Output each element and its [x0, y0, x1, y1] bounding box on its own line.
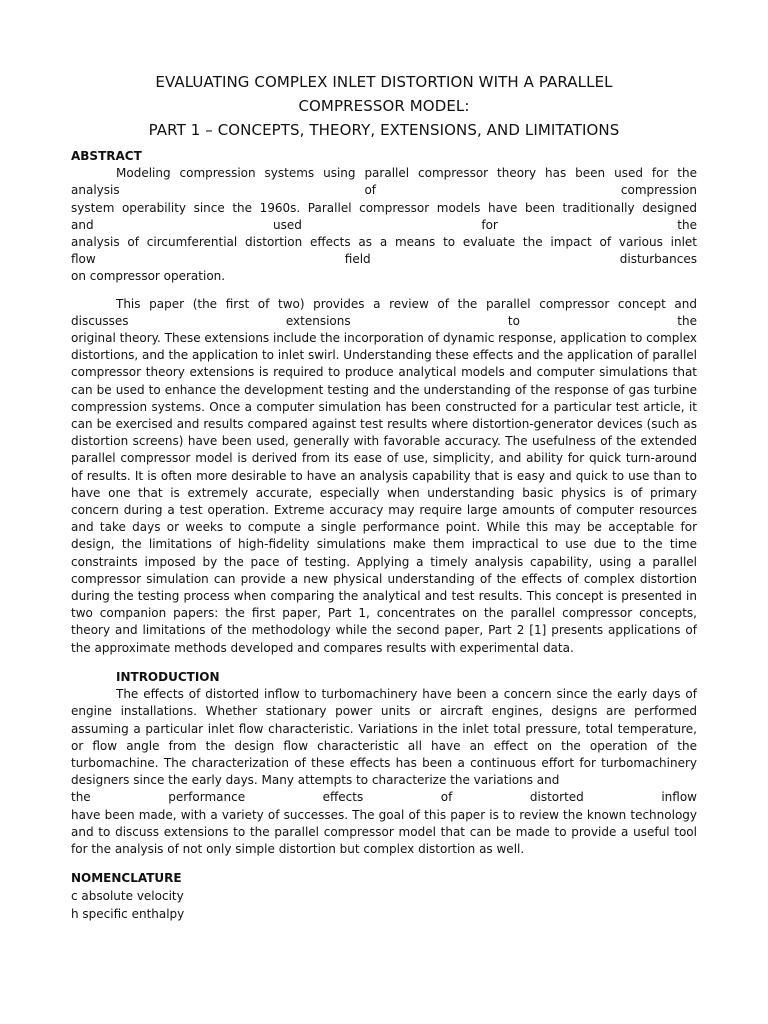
title-line-2: COMPRESSOR MODEL: [298, 97, 470, 115]
title-line-3: PART 1 – CONCEPTS, THEORY, EXTENSIONS, AND LIMITATIONS [148, 121, 620, 139]
nomenclature-list [71, 887, 697, 923]
introduction-p2: have been made, with a variety of successes. The goal of this paper is to review the known technology and to discuss extensions to the parallel compressor model that can be made to provide a useful tool for the analysis of not only simple distortion but complex distortion as well. [71, 807, 697, 856]
abstract-p2-line-1: This paper (the first of two) provides a review of the parallel compressor concept and [116, 296, 697, 311]
abstract-p2-body: original theory. These extensions include the incorporation of dynamic response, application to complex distortions, and the application to inlet swirl. Understanding these effects and the application of parallel compressor theory extensions is required to produce analytical models and computer simulations that can be used to enhance the development testing and the understanding of the response of gas turbine compression systems. Once a computer simulation has been constructed for a particular test article, it can be exercised and results compared against test results where distortion-generator devices (such as distortion screens) have been used, generally with favorable accuracy. The usefulness of the extended parallel compressor model is derived from its ease of use, simplicity, and ability for quick turn-around of results. It is often more desirable to have an analysis capability that is easy and quick to use than to have one that is extremely accurate, especially when understanding basic physics is of primary concern during a test operation. Extreme accuracy may require large amounts of computer resources and take days or weeks to compute a single performance point. While this may be acceptable for design, the limitations of high-fidelity simulations make them impractical to use due to the time constraints imposed by the pace of testing. Applying a timely analysis capability, using a parallel compressor simulation can provide a new physical understanding of the effects of complex distortion during the testing process when comparing the analytical and test results. This concept is presented in two companion papers: the first paper, Part 1, concentrates on the parallel compressor concepts, theory and limitations of the methodology while the second paper, Part 2 [1] presents applications of the approximate methods developed and compares results with experimental data. [71, 331, 697, 655]
introduction-p1 [71, 686, 697, 789]
introduction-paragraph [71, 686, 697, 858]
nomenclature-item: c absolute velocity [71, 889, 184, 904]
abstract-p1-line-3: system operability since the 1960s. Parallel compressor models have been traditionally designed [71, 200, 697, 215]
abstract-p1-line-2: analysis of compression [71, 183, 697, 198]
nomenclature-item: h specific enthalpy [71, 907, 185, 922]
abstract-p1-line-1: Modeling compression systems using parallel compressor theory has been used for the [116, 166, 697, 181]
abstract-p2-line-2: discusses extensions to the [71, 313, 697, 328]
abstract-p1-line-4: and used for the [71, 217, 697, 232]
document-page [71, 70, 697, 923]
introduction-sparse-line: the performance effects of distorted inflow [71, 790, 697, 805]
title-line-1: EVALUATING COMPLEX INLET DISTORTION WITH A PARALLEL [155, 73, 613, 91]
abstract-paragraph-2 [71, 296, 697, 657]
abstract-paragraph-1 [71, 165, 697, 285]
abstract-p1-line-6: flow field disturbances [71, 252, 697, 267]
abstract-heading: ABSTRACT [71, 149, 142, 163]
introduction-heading: INTRODUCTION [116, 669, 220, 684]
introduction-p1-text: The effects of distorted inflow to turbomachinery have been a concern since the early days of engine installations. Whether stationary power units or aircraft engines, designs are performed assuming a particular inlet flow characteristic. Variations in the inlet total pressure, total temperature, or flow angle from the design flow characteristic all have an effect on the operation of the turbomachine. The characterization of these effects has been a continuous effort for turbomachinery designers since the early days. Many attempts to characterize the variations and [71, 687, 697, 788]
abstract-p1-line-5: analysis of circumferential distortion effects as a means to evaluate the impact of various inlet [71, 235, 697, 250]
nomenclature-heading: NOMENCLATURE [71, 871, 182, 886]
paper-title [71, 70, 697, 142]
abstract-p1-line-7: on compressor operation. [71, 269, 226, 284]
